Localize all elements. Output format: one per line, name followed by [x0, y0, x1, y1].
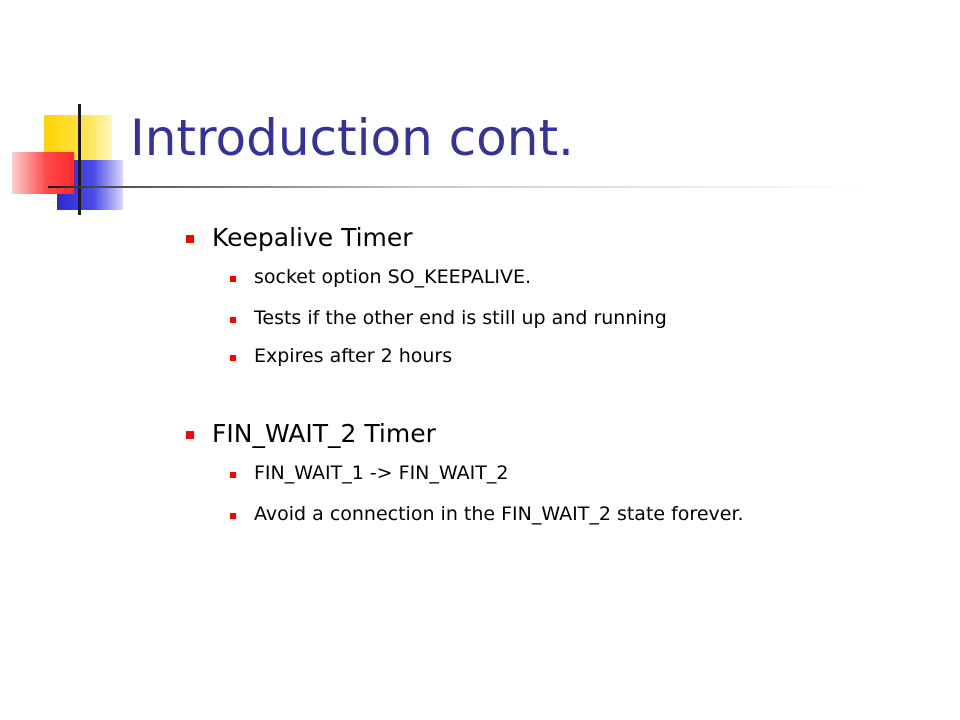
slide-title: Introduction cont. [130, 109, 574, 167]
square-bullet-icon [230, 355, 236, 361]
square-bullet-icon [230, 276, 236, 282]
list-item-text: Avoid a connection in the FIN_WAIT_2 state forever. [254, 503, 744, 525]
list-item-text: Expires after 2 hours [254, 345, 453, 367]
list-item-text: FIN_WAIT_1 -> FIN_WAIT_2 [254, 462, 509, 484]
section-heading-text: Keepalive Timer [212, 223, 413, 252]
list-item-text: Tests if the other end is still up and running [254, 307, 667, 329]
square-bullet-icon [186, 235, 194, 243]
square-bullet-icon [186, 431, 194, 439]
square-bullet-icon [230, 317, 236, 323]
list-item-text: socket option SO_KEEPALIVE. [254, 266, 532, 288]
section-heading-text: FIN_WAIT_2 Timer [212, 419, 436, 448]
square-bullet-icon [230, 472, 236, 478]
square-bullet-icon [230, 513, 236, 519]
